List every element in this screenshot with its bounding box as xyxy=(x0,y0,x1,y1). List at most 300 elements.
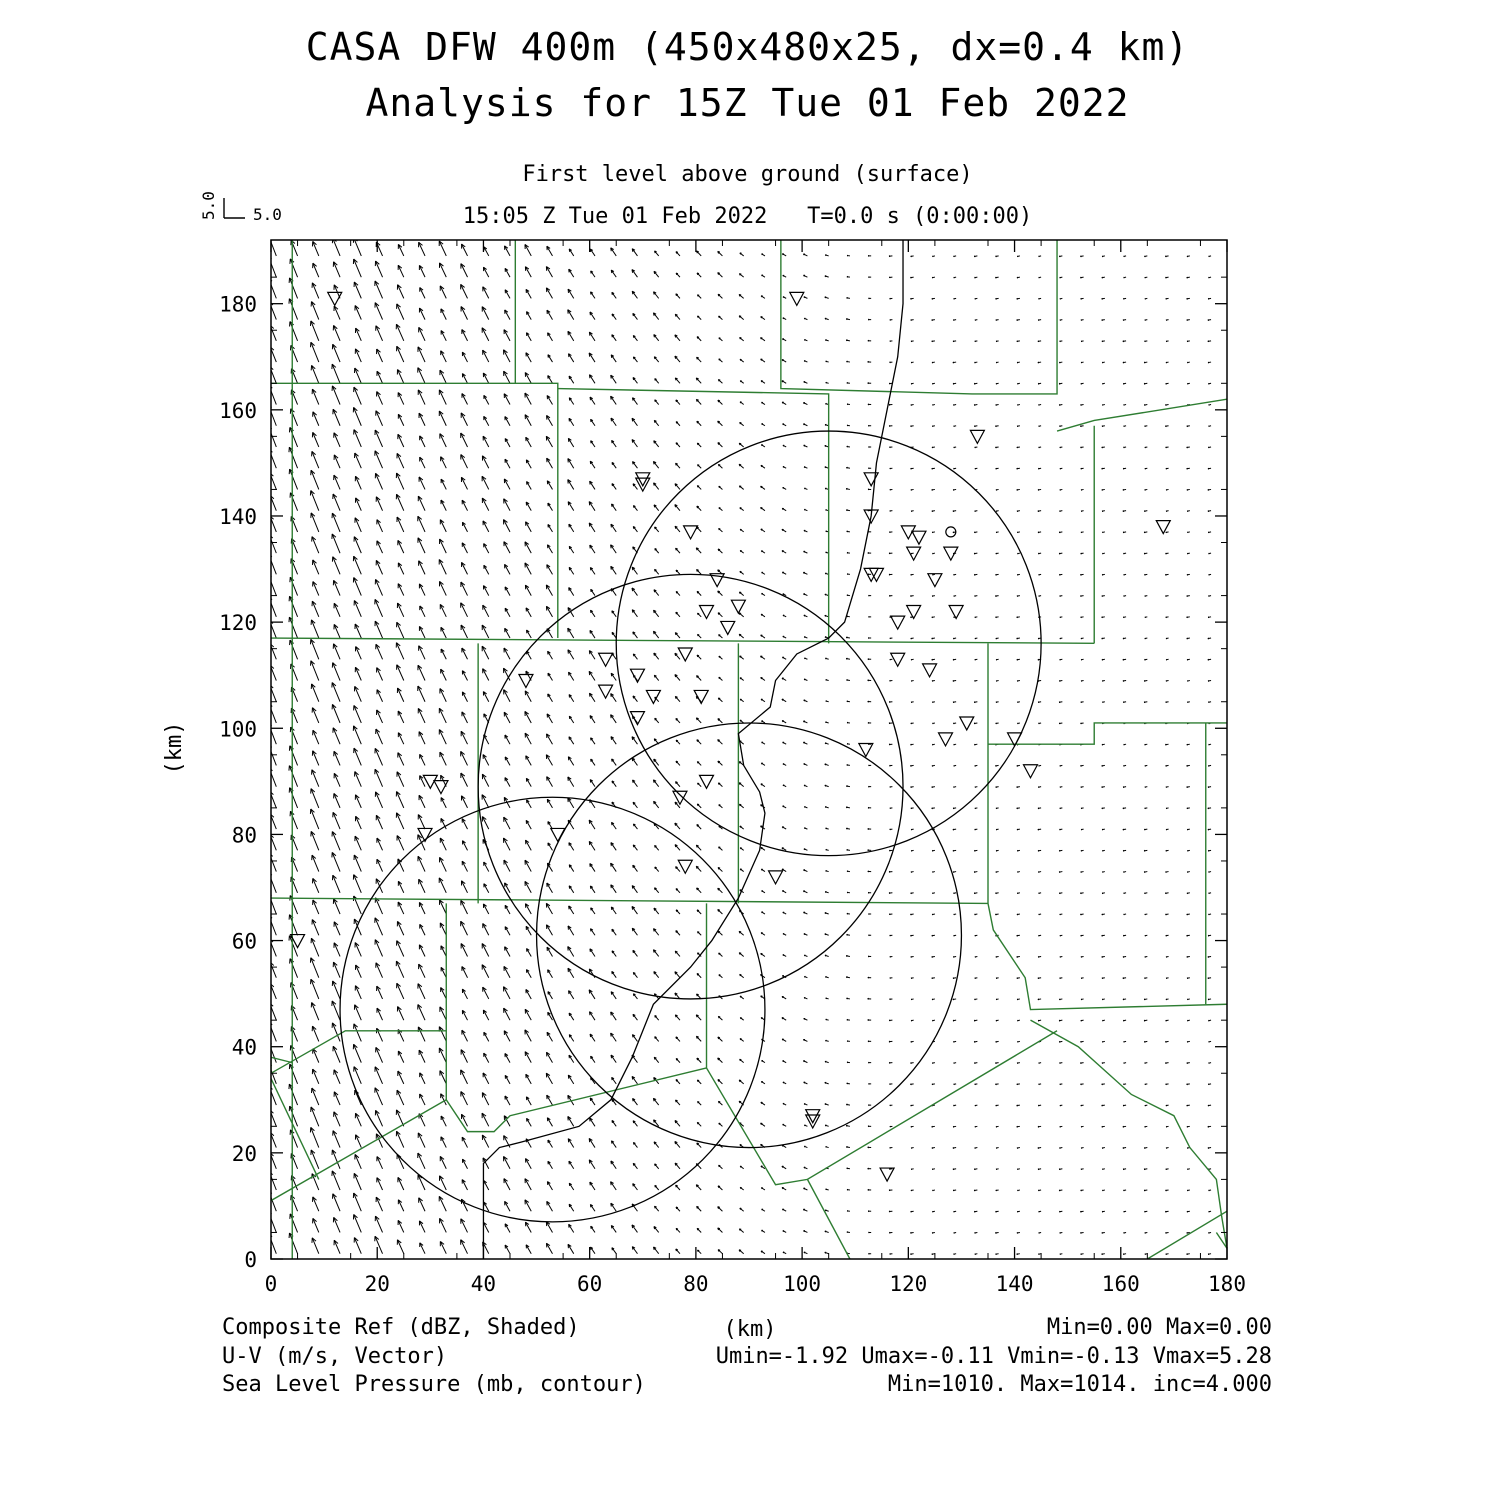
wind-vector xyxy=(675,1141,680,1147)
wind-vector xyxy=(846,680,849,681)
wind-vector xyxy=(526,651,531,659)
wind-vector xyxy=(846,998,849,999)
wind-vector xyxy=(1144,1041,1147,1042)
wind-vector xyxy=(310,639,318,659)
wind-vector xyxy=(911,999,913,1000)
wind-vector xyxy=(697,762,701,766)
wind-vector xyxy=(568,968,574,978)
wind-vector xyxy=(590,949,595,957)
wind-vector xyxy=(932,872,934,873)
wind-vector xyxy=(569,1055,574,1062)
wind-vector xyxy=(1144,383,1147,384)
wind-vector xyxy=(418,815,425,830)
wind-vector xyxy=(910,1063,913,1064)
wind-vector xyxy=(289,1106,297,1126)
wind-vector xyxy=(782,1166,786,1169)
wind-vector xyxy=(954,1254,957,1255)
wind-vector xyxy=(546,267,552,278)
wind-vector xyxy=(418,984,425,999)
wind-vector xyxy=(654,292,659,299)
wind-vector xyxy=(1144,256,1147,257)
wind-vector xyxy=(420,1243,425,1254)
wind-vector xyxy=(612,929,616,935)
wind-vector xyxy=(932,489,935,490)
wind-vector xyxy=(462,562,468,574)
wind-vector xyxy=(825,785,829,786)
wind-vector xyxy=(1080,447,1083,448)
wind-vector xyxy=(1209,1211,1211,1212)
wind-vector xyxy=(376,815,382,829)
wind-vector xyxy=(397,453,404,468)
wind-vector xyxy=(826,361,829,362)
wind-vector xyxy=(397,1154,404,1169)
wind-vector xyxy=(1060,596,1063,597)
wind-vector xyxy=(482,476,489,489)
wind-vector xyxy=(975,617,978,618)
wind-vector xyxy=(377,1157,383,1169)
wind-vector xyxy=(1102,1126,1105,1127)
wind-vector xyxy=(633,335,637,340)
wind-vector xyxy=(1166,999,1169,1000)
wind-vector xyxy=(589,332,595,341)
wind-vector xyxy=(377,838,383,850)
wind-vector xyxy=(441,331,446,341)
wind-vector xyxy=(782,360,786,362)
wind-vector xyxy=(974,1190,977,1191)
wind-vector xyxy=(1124,256,1126,257)
wind-vector xyxy=(995,1084,998,1085)
wind-vector xyxy=(1102,298,1105,299)
wind-vector xyxy=(269,535,277,553)
wind-vector xyxy=(1060,808,1063,809)
wind-vector xyxy=(334,773,340,786)
wind-vector xyxy=(932,405,934,406)
wind-vector xyxy=(461,582,468,596)
wind-vector xyxy=(1081,829,1083,830)
wind-vector xyxy=(398,733,403,745)
wind-vector xyxy=(569,354,574,362)
wind-vector xyxy=(996,723,999,724)
wind-vector xyxy=(589,651,595,660)
wind-vector xyxy=(440,520,446,532)
vector-key-vertical-label: 5.0 xyxy=(199,191,218,220)
wind-vector xyxy=(975,978,978,979)
station-triangle xyxy=(721,621,735,634)
wind-vector xyxy=(953,808,956,809)
wind-vector xyxy=(355,624,361,638)
wind-vector xyxy=(525,585,531,595)
wind-vector xyxy=(740,402,744,405)
wind-vector xyxy=(975,1084,978,1085)
wind-vector xyxy=(439,390,446,405)
wind-vector xyxy=(398,244,403,256)
wind-vector xyxy=(1060,277,1063,278)
wind-vector xyxy=(633,865,638,871)
station-triangle xyxy=(700,775,714,788)
wind-vector xyxy=(418,538,425,553)
wind-vector xyxy=(526,502,531,511)
wind-vector xyxy=(1208,362,1211,363)
wind-vector xyxy=(548,355,553,362)
wind-vector xyxy=(289,746,297,766)
wind-vector xyxy=(633,462,638,469)
wind-vector xyxy=(505,459,510,468)
wind-vector xyxy=(1059,404,1062,405)
wind-vector xyxy=(569,269,574,277)
wind-vector xyxy=(676,591,680,595)
wind-vector xyxy=(1081,956,1084,957)
wind-vector xyxy=(289,1084,298,1105)
wind-vector xyxy=(996,617,999,618)
wind-vector xyxy=(333,1046,340,1062)
wind-vector xyxy=(568,757,573,766)
wind-vector xyxy=(591,292,595,299)
wind-vector xyxy=(611,270,616,277)
wind-vector xyxy=(504,1008,510,1020)
station-triangle xyxy=(684,526,698,539)
wind-vector xyxy=(590,864,595,872)
y-tick-label: 20 xyxy=(231,1141,257,1166)
wind-vector xyxy=(398,1220,404,1232)
wind-vector xyxy=(1144,871,1147,872)
wind-vector xyxy=(783,318,786,320)
wind-vector xyxy=(547,734,553,744)
wind-vector xyxy=(441,500,446,511)
x-tick-label: 0 xyxy=(264,1272,278,1296)
wind-vector xyxy=(611,822,616,829)
wind-vector xyxy=(375,898,382,914)
wind-vector xyxy=(1124,405,1127,406)
wind-vector xyxy=(548,970,553,978)
wind-vector xyxy=(1145,298,1147,299)
wind-vector xyxy=(397,304,404,320)
wind-vector xyxy=(290,493,298,511)
wind-vector xyxy=(1059,723,1062,724)
wind-vector xyxy=(1145,1232,1148,1233)
wind-vector xyxy=(932,1147,935,1148)
wind-vector xyxy=(1187,702,1189,703)
wind-vector xyxy=(1017,702,1019,703)
wind-vector xyxy=(334,751,340,765)
wind-vector xyxy=(1059,680,1062,681)
wind-vector xyxy=(289,766,298,787)
wind-vector xyxy=(890,468,893,469)
wind-vector xyxy=(953,362,956,363)
wind-vector xyxy=(954,1232,956,1233)
wind-vector xyxy=(612,951,616,957)
wind-vector xyxy=(1124,426,1126,427)
wind-vector xyxy=(910,1254,913,1255)
x-tick-label: 160 xyxy=(1101,1272,1140,1296)
wind-vector xyxy=(761,296,765,299)
wind-vector xyxy=(568,1075,573,1084)
wind-vector xyxy=(1017,893,1020,894)
wind-vector xyxy=(611,1141,616,1148)
wind-vector xyxy=(825,934,829,935)
wind-vector xyxy=(932,1020,935,1021)
wind-vector xyxy=(611,1055,616,1063)
wind-vector xyxy=(397,983,404,999)
wind-vector xyxy=(825,297,829,299)
wind-vector xyxy=(1124,1063,1126,1064)
wind-vector xyxy=(482,328,489,341)
wind-vector xyxy=(1165,1063,1168,1064)
wind-vector xyxy=(868,1253,871,1254)
wind-vector xyxy=(975,659,978,660)
wind-vector xyxy=(995,765,998,766)
wind-vector xyxy=(1208,1254,1211,1255)
wind-vector xyxy=(462,1030,468,1041)
wind-vector xyxy=(655,1015,659,1020)
wind-vector xyxy=(418,665,425,680)
wind-vector xyxy=(1039,765,1042,766)
wind-vector xyxy=(397,285,403,299)
wind-vector xyxy=(1038,1147,1041,1148)
wind-vector xyxy=(396,1131,403,1147)
wind-vector xyxy=(996,256,999,257)
wind-vector xyxy=(910,595,913,596)
wind-vector xyxy=(1187,468,1190,469)
wind-vector xyxy=(547,395,552,404)
wind-vector xyxy=(846,1147,850,1148)
wind-vector xyxy=(1208,999,1211,1000)
wind-vector xyxy=(505,608,510,617)
wind-vector xyxy=(974,680,977,681)
wind-vector xyxy=(868,1105,871,1106)
wind-vector xyxy=(525,1222,531,1232)
wind-vector xyxy=(889,595,892,596)
wind-vector xyxy=(739,804,743,808)
wind-vector xyxy=(632,291,637,298)
wind-vector xyxy=(1017,553,1019,554)
wind-vector xyxy=(825,892,828,893)
wind-vector xyxy=(525,563,531,574)
wind-vector xyxy=(313,263,319,277)
wind-vector xyxy=(1102,893,1105,894)
wind-vector xyxy=(419,732,425,745)
wind-vector xyxy=(761,784,765,787)
wind-vector xyxy=(548,376,553,384)
wind-vector xyxy=(740,699,743,702)
wind-vector xyxy=(846,955,850,956)
wind-vector xyxy=(761,381,765,384)
wind-vector xyxy=(1166,447,1169,448)
wind-vector xyxy=(974,383,977,384)
wind-vector xyxy=(484,416,489,425)
wind-vector xyxy=(590,312,595,320)
wind-vector xyxy=(762,254,765,256)
wind-vector xyxy=(697,421,701,426)
wind-vector xyxy=(1208,1232,1211,1233)
wind-vector xyxy=(654,929,659,936)
wind-vector xyxy=(632,270,637,278)
wind-vector xyxy=(1209,1063,1212,1064)
wind-vector xyxy=(439,559,446,574)
wind-vector xyxy=(825,255,828,256)
wind-vector xyxy=(740,1059,744,1062)
wind-vector xyxy=(334,1092,340,1105)
wind-vector xyxy=(1208,765,1211,766)
wind-vector xyxy=(504,1031,510,1042)
x-tick-label: 20 xyxy=(364,1272,390,1296)
wind-vector xyxy=(289,1233,297,1254)
wind-vector xyxy=(332,683,340,702)
wind-vector xyxy=(1165,914,1168,915)
wind-vector xyxy=(461,413,467,426)
wind-vector xyxy=(889,404,892,405)
wind-vector xyxy=(1166,1105,1169,1106)
wind-vector xyxy=(803,1209,807,1211)
wind-vector xyxy=(505,757,510,766)
wind-vector xyxy=(526,353,531,362)
wind-vector xyxy=(1060,1254,1062,1255)
wind-vector xyxy=(889,1190,892,1191)
wind-vector xyxy=(868,828,871,829)
wind-vector xyxy=(1187,298,1190,299)
wind-vector xyxy=(654,1227,659,1233)
wind-vector xyxy=(1144,341,1147,342)
wind-vector xyxy=(1017,1147,1020,1148)
wind-vector xyxy=(1144,362,1147,363)
wind-vector xyxy=(761,1123,765,1126)
wind-vector xyxy=(740,381,743,384)
wind-vector xyxy=(1017,935,1020,936)
wind-vector xyxy=(398,1177,404,1190)
wind-vector xyxy=(718,400,723,404)
wind-vector xyxy=(975,1232,978,1233)
wind-vector xyxy=(868,489,871,490)
wind-vector xyxy=(334,1112,340,1127)
y-tick-label: 160 xyxy=(219,398,257,423)
wind-vector xyxy=(1017,872,1019,873)
wind-vector xyxy=(1059,893,1062,894)
wind-vector xyxy=(526,820,531,829)
wind-vector xyxy=(1187,574,1190,575)
wind-vector xyxy=(568,1116,574,1126)
wind-vector xyxy=(632,249,637,256)
wind-vector xyxy=(589,820,595,829)
wind-vector xyxy=(847,892,850,893)
wind-vector xyxy=(525,267,531,278)
wind-vector xyxy=(932,765,935,766)
wind-vector xyxy=(313,1218,319,1232)
wind-vector xyxy=(1017,1084,1020,1085)
wind-vector xyxy=(804,445,808,447)
wind-vector xyxy=(355,1135,361,1148)
wind-vector xyxy=(803,594,807,596)
wind-vector xyxy=(868,935,871,936)
wind-vector xyxy=(761,953,765,956)
wind-vector xyxy=(676,422,680,426)
wind-vector xyxy=(783,636,786,638)
wind-vector xyxy=(268,553,277,574)
wind-vector xyxy=(804,1104,807,1105)
wind-vector xyxy=(375,451,383,468)
wind-vector xyxy=(975,935,978,936)
wind-vector xyxy=(654,590,659,596)
wind-vector xyxy=(269,685,276,702)
wind-vector xyxy=(633,484,637,490)
wind-vector xyxy=(611,863,617,871)
wind-vector xyxy=(375,473,382,489)
station-triangle xyxy=(928,574,942,587)
wind-vector xyxy=(847,743,850,744)
wind-vector xyxy=(890,1126,893,1127)
wind-vector xyxy=(1208,808,1211,809)
wind-vector xyxy=(1059,256,1062,257)
wind-vector xyxy=(1017,765,1020,766)
wind-vector xyxy=(804,382,808,384)
wind-vector xyxy=(1060,914,1063,915)
wind-vector xyxy=(397,1090,404,1105)
wind-vector xyxy=(1059,574,1062,575)
wind-vector xyxy=(313,730,319,744)
wind-vector xyxy=(312,432,318,447)
station-triangle xyxy=(434,781,448,794)
wind-vector xyxy=(419,945,425,957)
wind-vector xyxy=(290,959,298,978)
wind-vector xyxy=(697,506,701,511)
wind-vector xyxy=(377,668,383,681)
wind-vector xyxy=(1080,765,1083,766)
wind-vector xyxy=(975,1147,978,1148)
wind-vector xyxy=(1017,680,1020,681)
wind-vector xyxy=(483,436,489,447)
wind-vector xyxy=(996,659,999,660)
wind-vector xyxy=(526,840,532,850)
wind-vector xyxy=(910,744,913,745)
wind-vector xyxy=(1102,978,1105,979)
wind-vector xyxy=(1102,702,1104,703)
wind-vector xyxy=(826,1189,829,1190)
wind-vector xyxy=(1059,1020,1062,1021)
wind-vector xyxy=(1165,744,1168,745)
wind-vector xyxy=(569,906,574,914)
wind-vector xyxy=(889,892,892,893)
wind-vector xyxy=(440,581,447,595)
wind-vector xyxy=(847,913,850,914)
wind-vector xyxy=(911,659,914,660)
wind-vector xyxy=(1166,341,1168,342)
wind-vector xyxy=(312,751,318,766)
wind-vector xyxy=(1123,935,1126,936)
wind-vector xyxy=(525,691,531,702)
wind-vector xyxy=(505,1053,510,1062)
wind-vector xyxy=(868,425,871,426)
wind-vector xyxy=(419,1050,425,1062)
wind-vector xyxy=(889,1084,892,1085)
wind-vector xyxy=(782,508,786,510)
wind-vector xyxy=(932,1190,934,1191)
wind-vector xyxy=(1145,744,1148,745)
wind-vector xyxy=(1165,574,1168,575)
wind-vector xyxy=(954,447,956,448)
wind-vector xyxy=(1208,1126,1211,1127)
county-line xyxy=(271,1057,292,1062)
wind-vector xyxy=(482,943,489,956)
wind-vector xyxy=(547,799,552,808)
wind-vector xyxy=(353,726,361,744)
wind-vector xyxy=(312,389,319,404)
wind-vector xyxy=(1081,489,1084,490)
wind-vector xyxy=(482,817,488,830)
wind-vector xyxy=(333,1131,340,1148)
wind-vector xyxy=(1209,256,1211,257)
wind-vector xyxy=(290,259,298,277)
wind-vector xyxy=(782,996,786,998)
station-triangle xyxy=(636,473,650,486)
wind-vector xyxy=(569,865,573,872)
